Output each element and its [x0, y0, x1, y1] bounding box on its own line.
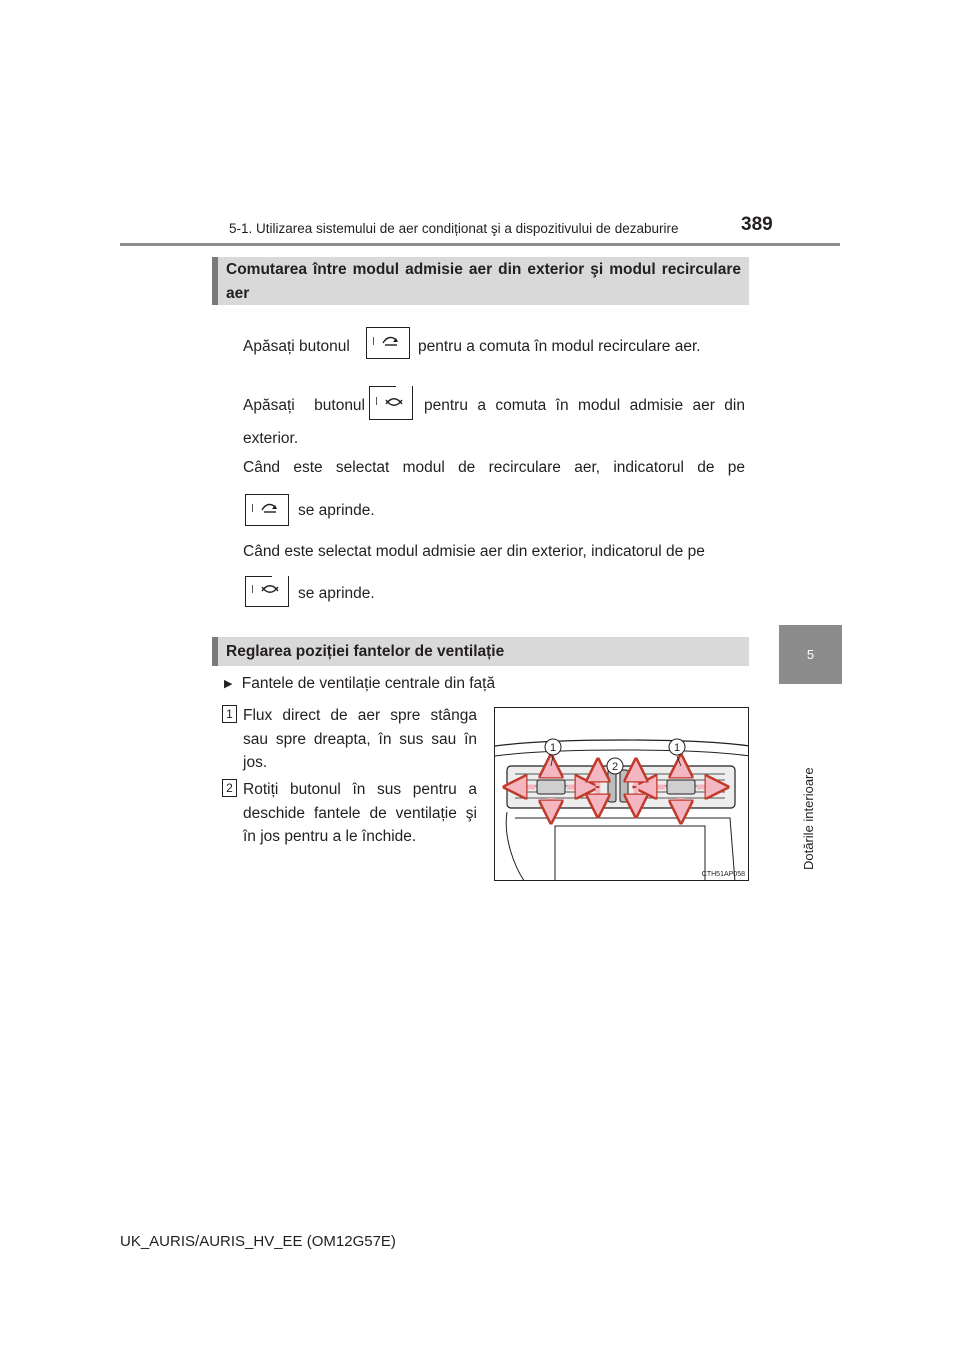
- paragraph-recirc-before: Apăsați butonul: [243, 338, 350, 355]
- vent-illustration: [494, 707, 749, 881]
- paragraph-outside-line2: exterior.: [243, 430, 299, 447]
- running-header-title: 5-1. Utilizarea sistemului de aer condiționat şi a dispozitivului de dezaburire: [229, 221, 679, 236]
- recirculation-button-image: [366, 327, 410, 359]
- item-2-line: deschide fantele de ventilație şi: [243, 804, 477, 822]
- chapter-label: [797, 690, 821, 870]
- paragraph-outside-indicator-end: se aprinde.: [298, 585, 375, 602]
- item-1-text: [243, 704, 477, 775]
- subheading-text: Fantele de ventilație centrale din față: [241, 675, 496, 692]
- header-divider: [120, 243, 840, 246]
- section-heading-vents: Reglarea poziției fantelor de ventilație: [212, 637, 749, 666]
- triangle-bullet-icon: ▶: [224, 678, 233, 690]
- section-heading-air-mode: Comutarea între modul admisie aer din exterior şi modul recirculare aer: [212, 257, 749, 305]
- paragraph-outside-after: pentru a comuta în modul admisie aer din: [424, 397, 745, 414]
- footer-model: UK_AURIS/AURIS_HV_EE (OM12G57E): [120, 1233, 396, 1250]
- outside-air-icon: [384, 396, 404, 408]
- recirculation-indicator-image: [245, 494, 289, 526]
- recirculation-air-icon: [260, 502, 280, 514]
- item-2-line: Rotiți butonul în sus pentru a: [243, 781, 477, 798]
- figure-callout: 2: [611, 761, 619, 773]
- chapter-number: 5: [806, 647, 815, 662]
- figure-callout: 1: [673, 742, 681, 754]
- outside-air-indicator-image: [245, 576, 289, 607]
- chapter-label-text: Dotările interioare: [801, 767, 816, 870]
- paragraph-outside-before: Apăsați butonul: [243, 397, 365, 414]
- vent-diagram-svg: [495, 708, 749, 881]
- figure-callout: 1: [549, 742, 557, 754]
- item-number-2: 2: [222, 779, 237, 797]
- chapter-tab[interactable]: [779, 625, 842, 684]
- item-number-1: 1: [222, 705, 237, 723]
- page-number: 389: [741, 214, 773, 235]
- outside-air-icon: [260, 583, 280, 595]
- paragraph-outside-indicator: Când este selectat modul admisie aer din exterior, indicatorul de pe: [243, 543, 705, 560]
- outside-air-button-image: [369, 386, 413, 420]
- paragraph-recirc-indicator-end: se aprinde.: [298, 502, 375, 519]
- recirculation-air-icon: [381, 335, 401, 347]
- paragraph-recirc-indicator: Când este selectat modul de recirculare aer, indicatorul de pe: [243, 459, 745, 476]
- paragraph-recirc-after: pentru a comuta în modul recirculare aer.: [418, 338, 701, 355]
- item-1-line: sau spre dreapta, în sus sau în: [243, 730, 477, 748]
- item-2-line: în jos pentru a le închide.: [243, 828, 417, 845]
- figure-code: CTH51AP058: [701, 871, 745, 878]
- item-2-text: [243, 778, 477, 849]
- subheading-front-vents: [224, 675, 495, 693]
- item-1-line: Flux direct de aer spre stânga: [243, 707, 477, 724]
- item-1-line: jos.: [243, 754, 268, 771]
